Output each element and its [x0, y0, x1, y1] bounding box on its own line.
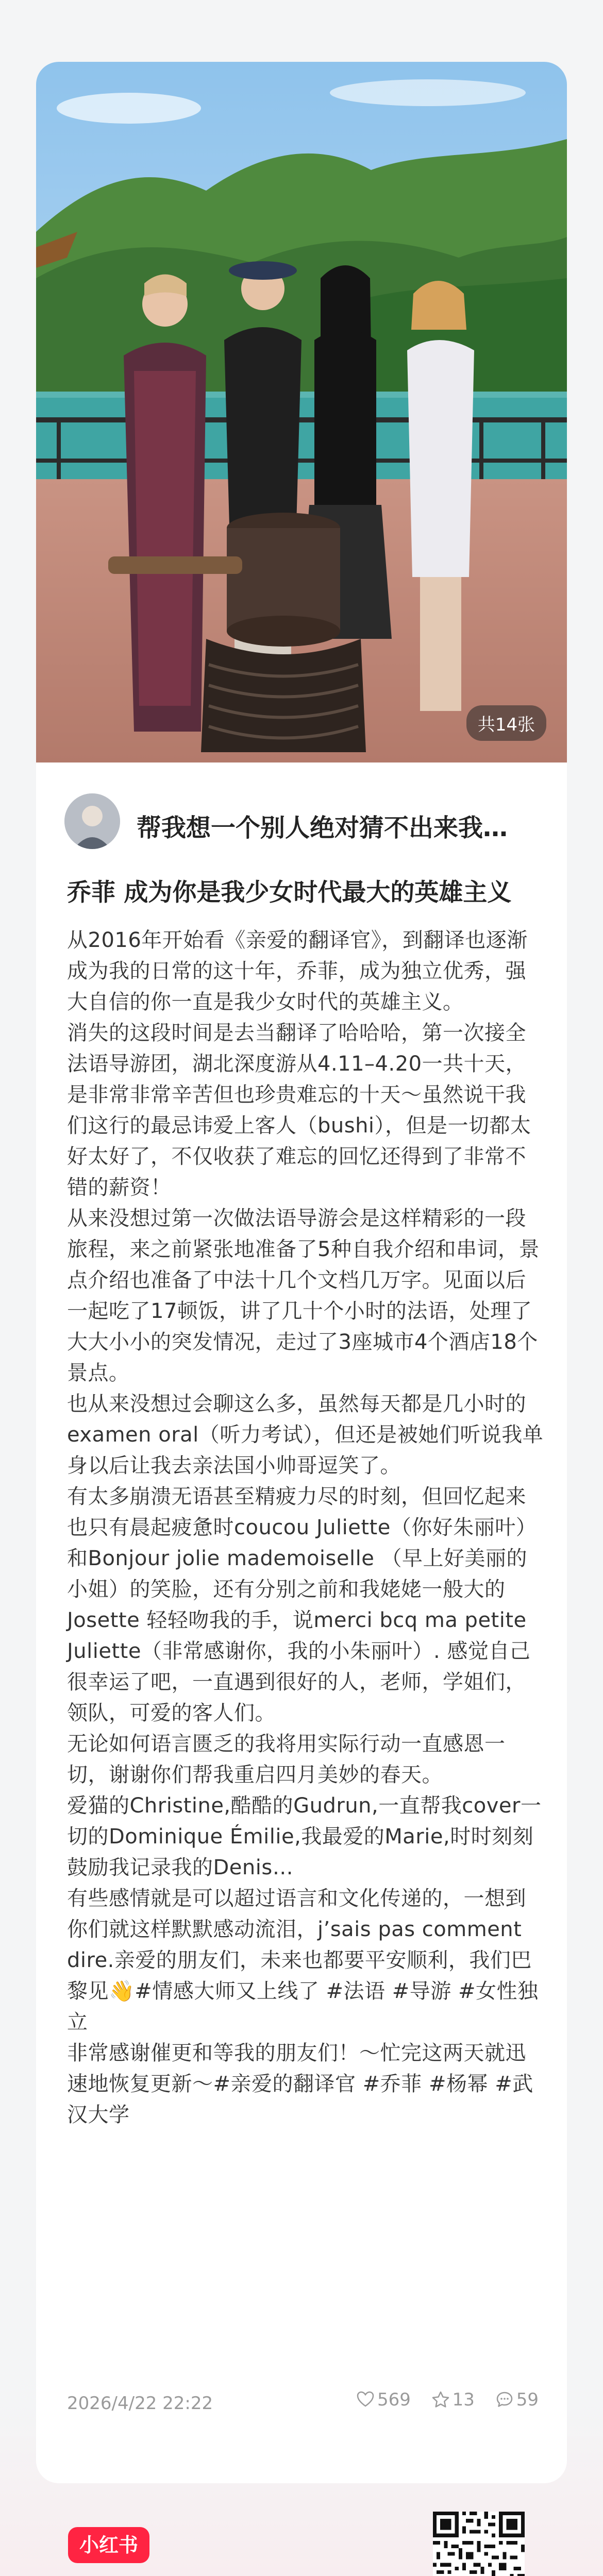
comment-button[interactable]	[496, 2389, 539, 2410]
note-paragraph: 爱猫的Christine,酷酷的Gudrun,一直帮我cover一切的Dominique Émilie,我最爱的Marie,时时刻刻鼓励我记录我的Denis…	[67, 1794, 542, 1879]
note-photo[interactable]	[36, 62, 567, 762]
note-paragraph: 无论如何语言匮乏的我将用实际行动一直感恩一切，谢谢你们帮我重启四月美妙的春天。	[67, 1732, 506, 1787]
heart-icon	[357, 2391, 374, 2408]
note-paragraph: 从2016年开始看《亲爱的翻译官》，到翻译也逐渐成为我的日常的这十年，乔菲，成为独立优秀，强大自信的你一直是我少女时代的英雄主义。	[67, 928, 528, 1014]
avatar-image	[64, 793, 120, 849]
note-paragraph: 消失的这段时间是去当翻译了哈哈哈，第一次接全法语导游团，湖北深度游从4.11–4.20一共十天，是非常非常辛苦但也珍贵难忘的十天～虽然说干我们这行的最忌讳爱上客人（bushi），但是一切都太好太好了，不仅收获了难忘的回忆还得到了非常不错的薪资！	[67, 1021, 531, 1199]
author-row[interactable]	[64, 793, 544, 850]
qr-code-image	[433, 2512, 525, 2576]
photo-illustration	[36, 62, 567, 762]
like-count: 569	[377, 2389, 411, 2410]
comment-icon	[496, 2391, 513, 2408]
collect-count: 13	[452, 2389, 475, 2410]
note-date: 2026/4/22 22:22	[67, 2393, 213, 2414]
collect-button[interactable]	[432, 2389, 475, 2410]
note-body	[67, 925, 544, 2130]
note-title: 乔菲 成为你是我少女时代最大的英雄主义	[67, 878, 512, 907]
comment-count: 59	[516, 2389, 539, 2410]
note-paragraph: 也从来没想过会聊这么多，虽然每天都是几小时的examen oral（听力考试），但还是被她们听说我单身以后让我去亲法国小帅哥逗笑了。	[67, 1392, 544, 1478]
avatar[interactable]	[64, 793, 120, 849]
like-button[interactable]	[357, 2389, 411, 2410]
qr-code[interactable]	[433, 2512, 525, 2576]
note-paragraph: 有太多崩溃无语甚至精疲力尽的时刻，但回忆起来也只有晨起疲惫时coucou Juliette（你好朱丽叶） 和Bonjour jolie mademoiselle （早上好美丽的小姐）的笑脸，还有分别之前和我姥姥一般大的Josette 轻轻吻我的手，说merci bcq ma petite Juliette（非常感谢你，我的小朱丽叶）. 感觉自己很幸运了吧，一直遇到很好的人，老师，学姐们，领队，可爱的客人们。	[67, 1485, 537, 1725]
note-paragraph: 非常感谢催更和等我的朋友们！～忙完这两天就迅速地恢复更新～#亲爱的翻译官 #乔菲 #杨幂 #武汉大学	[67, 2041, 533, 2127]
note-stats	[341, 2389, 539, 2410]
photo-count-badge: 共14张	[466, 705, 546, 741]
star-icon	[432, 2391, 449, 2408]
note-paragraph: 从来没想过第一次做法语导游会是这样精彩的一段旅程，来之前紧张地准备了5种自我介绍和串词，景点介绍也准备了中法十几个文档几万字。见面以后一起吃了17顿饭，讲了几十个小时的法语，处理了大大小小的突发情况，走过了3座城市4个酒店18个景点。	[67, 1207, 540, 1385]
note-paragraph: 有些感情就是可以超过语言和文化传递的，一想到你们就这样默默感动流泪，j’sais pas comment dire.亲爱的朋友们，未来也都要平安顺利，我们巴黎见👋#情感大师又上线了 #法语 #导游 #女性独立	[67, 1887, 539, 2034]
note-card	[36, 62, 567, 2483]
author-title[interactable]: 帮我想一个别人绝对猜不出来我…	[137, 814, 508, 842]
brand-logo: 小红书	[68, 2527, 149, 2563]
